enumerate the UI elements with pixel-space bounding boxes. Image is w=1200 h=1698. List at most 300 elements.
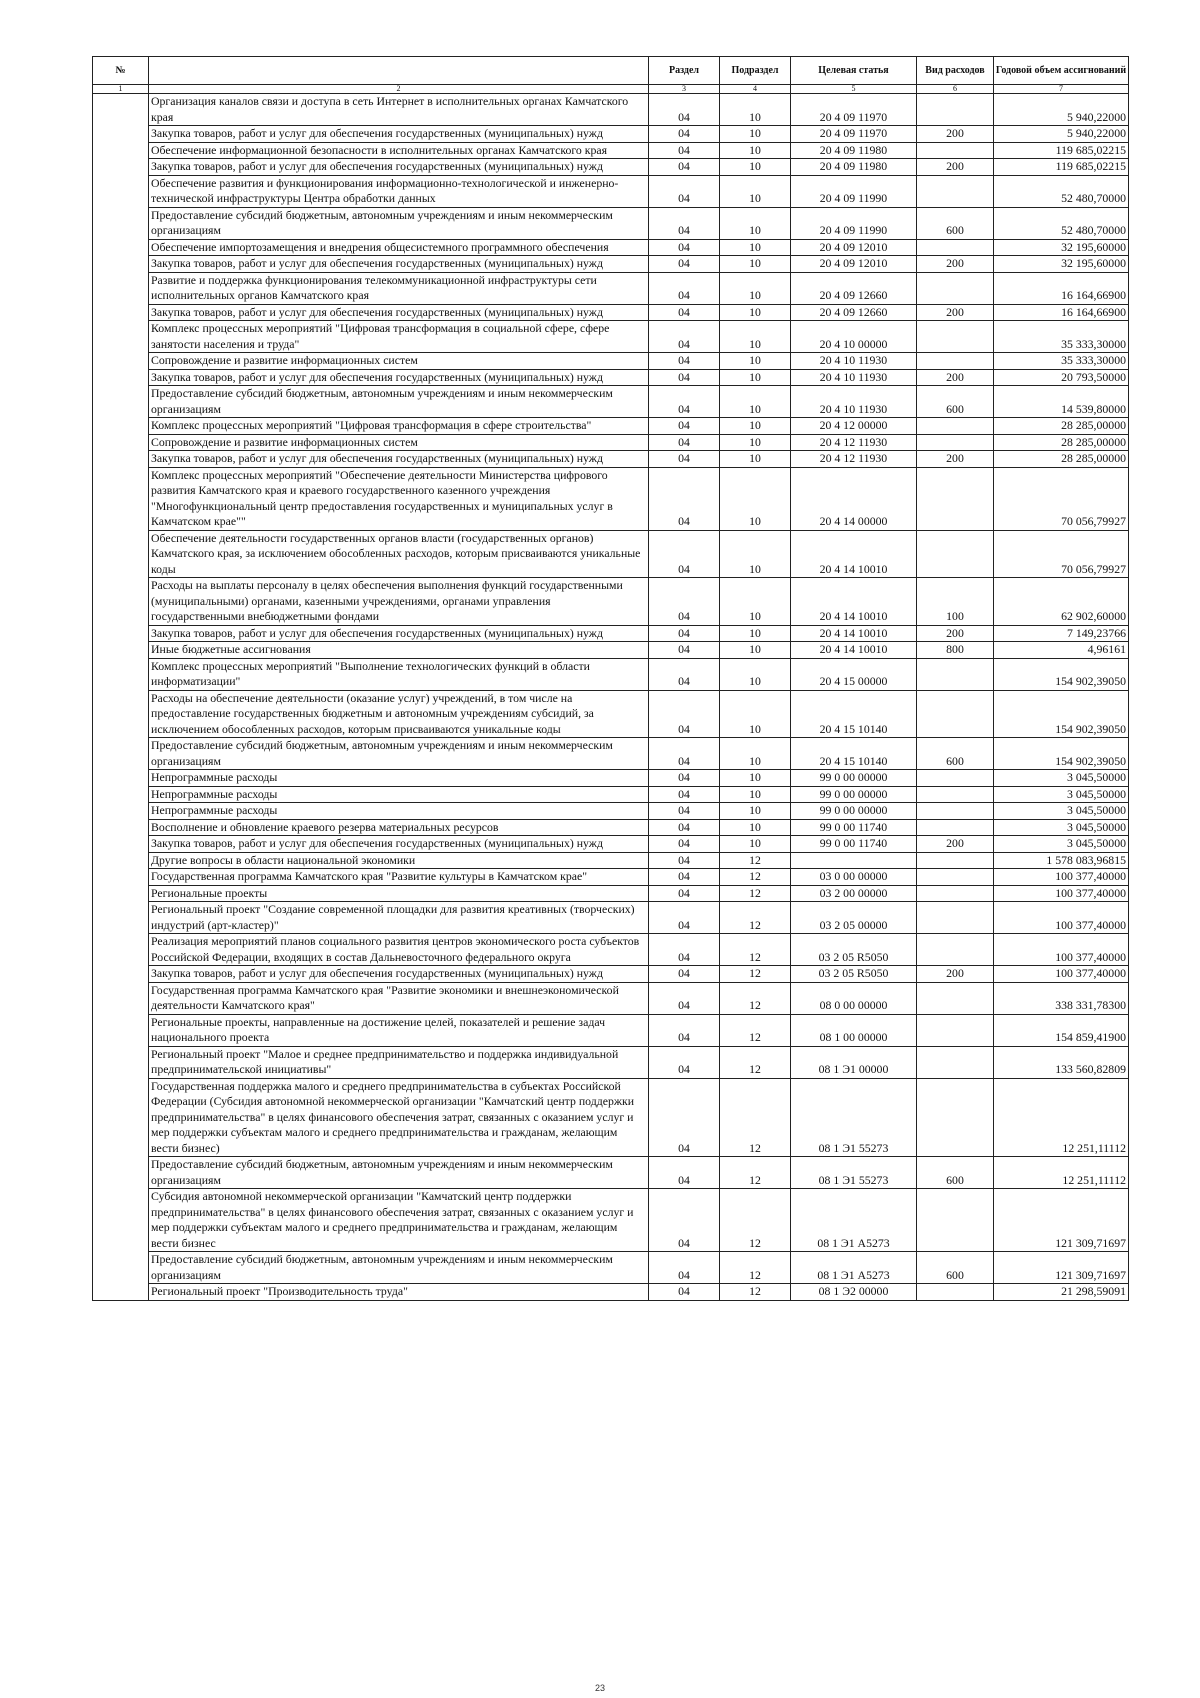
row-name: Восполнение и обновление краевого резерва материальных ресурсов	[149, 819, 649, 836]
row-razdel: 04	[649, 369, 720, 386]
row-statya: 08 1 Э1 00000	[791, 1046, 917, 1078]
table-row	[93, 142, 1129, 159]
row-amount: 20 793,50000	[994, 369, 1129, 386]
row-statya: 20 4 12 11930	[791, 434, 917, 451]
table-row	[93, 625, 1129, 642]
header-razdel: Раздел	[649, 57, 720, 85]
row-podrazdel: 12	[720, 1284, 791, 1301]
row-number-cell	[93, 1046, 149, 1078]
row-vid: 600	[917, 207, 994, 239]
row-amount: 16 164,66900	[994, 304, 1129, 321]
row-amount: 154 902,39050	[994, 690, 1129, 738]
row-vid	[917, 94, 994, 126]
row-vid: 200	[917, 836, 994, 853]
table-row	[93, 386, 1129, 418]
table-row	[93, 321, 1129, 353]
row-amount: 70 056,79927	[994, 530, 1129, 578]
row-name: Региональные проекты, направленные на достижение целей, показателей и решение задач национального проекта	[149, 1014, 649, 1046]
table-row	[93, 175, 1129, 207]
row-statya: 08 1 Э1 55273	[791, 1078, 917, 1157]
row-podrazdel: 10	[720, 369, 791, 386]
row-statya: 20 4 15 10140	[791, 738, 917, 770]
row-number-cell	[93, 786, 149, 803]
row-vid	[917, 869, 994, 886]
table-row	[93, 770, 1129, 787]
table-row	[93, 1014, 1129, 1046]
row-statya: 20 4 09 11980	[791, 142, 917, 159]
row-razdel: 04	[649, 467, 720, 530]
row-vid	[917, 175, 994, 207]
row-statya: 08 1 Э1 А5273	[791, 1189, 917, 1252]
table-row	[93, 434, 1129, 451]
header-row	[93, 57, 1129, 85]
row-amount: 4,96161	[994, 642, 1129, 659]
row-podrazdel: 10	[720, 786, 791, 803]
row-razdel: 04	[649, 1014, 720, 1046]
row-amount: 3 045,50000	[994, 770, 1129, 787]
row-razdel: 04	[649, 1252, 720, 1284]
row-vid	[917, 239, 994, 256]
row-razdel: 04	[649, 803, 720, 820]
row-razdel: 04	[649, 256, 720, 273]
row-podrazdel: 10	[720, 530, 791, 578]
row-vid: 200	[917, 369, 994, 386]
row-amount: 338 331,78300	[994, 982, 1129, 1014]
row-name: Предоставление субсидий бюджетным, автономным учреждениям и иным некоммерческим организациям	[149, 1157, 649, 1189]
row-amount: 52 480,70000	[994, 175, 1129, 207]
row-name: Предоставление субсидий бюджетным, автономным учреждениям и иным некоммерческим организациям	[149, 207, 649, 239]
row-number-cell	[93, 175, 149, 207]
row-vid	[917, 982, 994, 1014]
row-name: Обеспечение импортозамещения и внедрения общесистемного программного обеспечения	[149, 239, 649, 256]
row-number-cell	[93, 467, 149, 530]
row-statya: 20 4 15 00000	[791, 658, 917, 690]
table-row	[93, 966, 1129, 983]
row-number-cell	[93, 94, 149, 126]
row-statya: 20 4 09 11970	[791, 94, 917, 126]
row-podrazdel: 10	[720, 321, 791, 353]
row-number-cell	[93, 1078, 149, 1157]
row-statya: 99 0 00 00000	[791, 770, 917, 787]
row-statya: 20 4 14 10010	[791, 625, 917, 642]
row-number-cell	[93, 1284, 149, 1301]
row-vid: 600	[917, 1252, 994, 1284]
table-row	[93, 1252, 1129, 1284]
row-podrazdel: 12	[720, 934, 791, 966]
row-amount: 1 578 083,96815	[994, 852, 1129, 869]
table-row	[93, 353, 1129, 370]
row-number-cell	[93, 578, 149, 626]
row-podrazdel: 10	[720, 418, 791, 435]
row-amount: 154 902,39050	[994, 658, 1129, 690]
table-row	[93, 207, 1129, 239]
row-statya: 20 4 09 12660	[791, 304, 917, 321]
row-statya: 08 1 Э1 55273	[791, 1157, 917, 1189]
row-statya: 03 2 05 00000	[791, 902, 917, 934]
row-podrazdel: 12	[720, 1252, 791, 1284]
row-statya: 20 4 12 11930	[791, 451, 917, 468]
row-amount: 12 251,11112	[994, 1157, 1129, 1189]
row-statya: 99 0 00 11740	[791, 819, 917, 836]
row-statya: 03 2 00 00000	[791, 885, 917, 902]
table-row	[93, 803, 1129, 820]
row-number-cell	[93, 902, 149, 934]
row-statya: 99 0 00 00000	[791, 803, 917, 820]
row-amount: 12 251,11112	[994, 1078, 1129, 1157]
row-statya: 20 4 10 00000	[791, 321, 917, 353]
row-statya: 20 4 12 00000	[791, 418, 917, 435]
table-row	[93, 304, 1129, 321]
row-name: Государственная программа Камчатского края "Развитие экономики и внешнеэкономической деятельности Камчатского края"	[149, 982, 649, 1014]
table-row	[93, 418, 1129, 435]
row-amount: 28 285,00000	[994, 451, 1129, 468]
row-statya: 20 4 09 11980	[791, 159, 917, 176]
row-statya: 20 4 15 10140	[791, 690, 917, 738]
row-name: Государственная программа Камчатского края "Развитие культуры в Камчатском крае"	[149, 869, 649, 886]
row-amount: 32 195,60000	[994, 239, 1129, 256]
header-vid: Вид расходов	[917, 57, 994, 85]
page-number: 23	[594, 1683, 605, 1693]
row-razdel: 04	[649, 966, 720, 983]
row-razdel: 04	[649, 1284, 720, 1301]
row-name: Непрограммные расходы	[149, 803, 649, 820]
row-vid: 200	[917, 256, 994, 273]
row-vid	[917, 852, 994, 869]
table-row	[93, 1078, 1129, 1157]
row-vid	[917, 434, 994, 451]
row-amount: 154 902,39050	[994, 738, 1129, 770]
row-name: Сопровождение и развитие информационных систем	[149, 434, 649, 451]
row-podrazdel: 10	[720, 175, 791, 207]
row-name: Закупка товаров, работ и услуг для обеспечения государственных (муниципальных) нужд	[149, 126, 649, 143]
row-number-cell	[93, 418, 149, 435]
row-podrazdel: 12	[720, 869, 791, 886]
row-vid	[917, 786, 994, 803]
row-razdel: 04	[649, 690, 720, 738]
row-amount: 35 333,30000	[994, 321, 1129, 353]
row-amount: 133 560,82809	[994, 1046, 1129, 1078]
header-podrazdel: Подраздел	[720, 57, 791, 85]
row-number-cell	[93, 321, 149, 353]
row-number-cell	[93, 869, 149, 886]
row-vid	[917, 353, 994, 370]
row-statya: 20 4 10 11930	[791, 369, 917, 386]
column-number-row	[93, 85, 1129, 94]
row-statya: 08 1 00 00000	[791, 1014, 917, 1046]
row-podrazdel: 10	[720, 256, 791, 273]
row-name: Комплекс процессных мероприятий "Обеспечение деятельности Министерства цифрового развития Камчатского края и краевого государственного казенного учреждения "Многофункциональный центр предоставления государственных и муниципальных услуг в Камчатском крае""	[149, 467, 649, 530]
row-vid	[917, 934, 994, 966]
row-razdel: 04	[649, 126, 720, 143]
row-podrazdel: 10	[720, 451, 791, 468]
row-amount: 119 685,02215	[994, 142, 1129, 159]
row-vid	[917, 530, 994, 578]
row-name: Непрограммные расходы	[149, 786, 649, 803]
row-podrazdel: 10	[720, 94, 791, 126]
row-podrazdel: 10	[720, 642, 791, 659]
table-row	[93, 256, 1129, 273]
row-razdel: 04	[649, 1046, 720, 1078]
row-amount: 154 859,41900	[994, 1014, 1129, 1046]
row-amount: 121 309,71697	[994, 1189, 1129, 1252]
table-row	[93, 819, 1129, 836]
row-amount: 21 298,59091	[994, 1284, 1129, 1301]
row-razdel: 04	[649, 434, 720, 451]
row-vid	[917, 272, 994, 304]
row-amount: 100 377,40000	[994, 902, 1129, 934]
row-name: Непрограммные расходы	[149, 770, 649, 787]
row-statya: 08 0 00 00000	[791, 982, 917, 1014]
row-statya: 20 4 09 12010	[791, 239, 917, 256]
row-podrazdel: 12	[720, 1157, 791, 1189]
row-razdel: 04	[649, 207, 720, 239]
row-razdel: 04	[649, 272, 720, 304]
row-number-cell	[93, 159, 149, 176]
row-razdel: 04	[649, 94, 720, 126]
table-row	[93, 239, 1129, 256]
row-number-cell	[93, 625, 149, 642]
row-vid	[917, 902, 994, 934]
row-podrazdel: 10	[720, 272, 791, 304]
row-podrazdel: 12	[720, 1078, 791, 1157]
row-statya: 03 0 00 00000	[791, 869, 917, 886]
row-name: Развитие и поддержка функционирования телекоммуникационной инфраструктуры сети исполнительных органов Камчатского края	[149, 272, 649, 304]
row-name: Региональный проект "Малое и среднее предпринимательство и поддержка индивидуальной предпринимательской инициативы"	[149, 1046, 649, 1078]
table-row	[93, 1157, 1129, 1189]
row-statya	[791, 852, 917, 869]
row-statya: 99 0 00 00000	[791, 786, 917, 803]
row-number-cell	[93, 836, 149, 853]
row-podrazdel: 10	[720, 690, 791, 738]
table-row	[93, 934, 1129, 966]
row-amount: 14 539,80000	[994, 386, 1129, 418]
row-razdel: 04	[649, 934, 720, 966]
row-statya: 08 1 Э2 00000	[791, 1284, 917, 1301]
row-amount: 35 333,30000	[994, 353, 1129, 370]
row-number-cell	[93, 272, 149, 304]
row-razdel: 04	[649, 819, 720, 836]
row-vid	[917, 1284, 994, 1301]
row-name: Закупка товаров, работ и услуг для обеспечения государственных (муниципальных) нужд	[149, 625, 649, 642]
header-number: №	[93, 57, 149, 85]
row-number-cell	[93, 885, 149, 902]
row-statya: 03 2 05 R5050	[791, 934, 917, 966]
table-row	[93, 902, 1129, 934]
table-row	[93, 126, 1129, 143]
row-number-cell	[93, 1189, 149, 1252]
row-number-cell	[93, 142, 149, 159]
row-name: Другие вопросы в области национальной экономики	[149, 852, 649, 869]
row-amount: 5 940,22000	[994, 94, 1129, 126]
row-razdel: 04	[649, 642, 720, 659]
row-podrazdel: 10	[720, 467, 791, 530]
row-number-cell	[93, 982, 149, 1014]
table-row	[93, 885, 1129, 902]
row-statya: 20 4 10 11930	[791, 386, 917, 418]
row-razdel: 04	[649, 658, 720, 690]
row-number-cell	[93, 770, 149, 787]
row-name: Предоставление субсидий бюджетным, автономным учреждениям и иным некоммерческим организациям	[149, 738, 649, 770]
row-number-cell	[93, 451, 149, 468]
row-vid: 600	[917, 738, 994, 770]
table-row	[93, 836, 1129, 853]
table-row	[93, 869, 1129, 886]
row-amount: 100 377,40000	[994, 966, 1129, 983]
row-vid	[917, 885, 994, 902]
row-vid	[917, 770, 994, 787]
row-amount: 3 045,50000	[994, 836, 1129, 853]
row-amount: 28 285,00000	[994, 418, 1129, 435]
row-razdel: 04	[649, 239, 720, 256]
row-statya: 20 4 09 11990	[791, 175, 917, 207]
row-name: Закупка товаров, работ и услуг для обеспечения государственных (муниципальных) нужд	[149, 369, 649, 386]
row-statya: 20 4 14 00000	[791, 467, 917, 530]
row-podrazdel: 10	[720, 803, 791, 820]
row-name: Закупка товаров, работ и услуг для обеспечения государственных (муниципальных) нужд	[149, 451, 649, 468]
row-name: Реализация мероприятий планов социального развития центров экономического роста субъектов Российской Федерации, входящих в состав Дальневосточного федерального округа	[149, 934, 649, 966]
row-amount: 62 902,60000	[994, 578, 1129, 626]
row-number-cell	[93, 642, 149, 659]
row-name: Региональный проект "Создание современной площадки для развития креативных (творческих) индустрий (арт-кластер)"	[149, 902, 649, 934]
row-name: Обеспечение развития и функционирования информационно-технологической и инженерно-технической инфраструктуры Центра обработки данных	[149, 175, 649, 207]
row-statya: 20 4 14 10010	[791, 530, 917, 578]
row-podrazdel: 12	[720, 902, 791, 934]
row-number-cell	[93, 239, 149, 256]
row-podrazdel: 10	[720, 836, 791, 853]
row-razdel: 04	[649, 836, 720, 853]
row-podrazdel: 12	[720, 885, 791, 902]
row-number-cell	[93, 658, 149, 690]
row-amount: 5 940,22000	[994, 126, 1129, 143]
table-row	[93, 451, 1129, 468]
row-vid	[917, 321, 994, 353]
row-number-cell	[93, 852, 149, 869]
row-razdel: 04	[649, 418, 720, 435]
row-podrazdel: 10	[720, 658, 791, 690]
col-number-4: 4	[720, 85, 791, 94]
row-vid: 600	[917, 386, 994, 418]
row-vid: 200	[917, 159, 994, 176]
row-statya: 20 4 09 11970	[791, 126, 917, 143]
header-statya: Целевая статья	[791, 57, 917, 85]
row-podrazdel: 10	[720, 738, 791, 770]
row-name: Расходы на выплаты персоналу в целях обеспечения выполнения функций государственными (муниципальными) органами, казенными учреждениями, органами управления государственными внебюджетными фондами	[149, 578, 649, 626]
row-amount: 100 377,40000	[994, 934, 1129, 966]
row-razdel: 04	[649, 578, 720, 626]
row-number-cell	[93, 934, 149, 966]
table-row	[93, 1284, 1129, 1301]
row-number-cell	[93, 966, 149, 983]
row-number-cell	[93, 1157, 149, 1189]
row-statya: 20 4 09 12010	[791, 256, 917, 273]
row-razdel: 04	[649, 353, 720, 370]
col-number-1: 1	[93, 85, 149, 94]
table-body	[93, 94, 1129, 1301]
row-amount: 70 056,79927	[994, 467, 1129, 530]
row-amount: 7 149,23766	[994, 625, 1129, 642]
col-number-2: 2	[149, 85, 649, 94]
row-podrazdel: 10	[720, 126, 791, 143]
table-row	[93, 272, 1129, 304]
row-name: Государственная поддержка малого и среднего предпринимательства в субъектах Российской Федерации (Субсидия автономной некоммерческой организации "Камчатский центр поддержки предпринимательства" в целях финансового обеспечения затрат, связанных с оказанием услуг и мер поддержки субъектам малого и среднего предпринимательства и гражданам, желающим вести бизнес)	[149, 1078, 649, 1157]
row-podrazdel: 10	[720, 386, 791, 418]
row-vid: 200	[917, 451, 994, 468]
row-name: Расходы на обеспечение деятельности (оказание услуг) учреждений, в том числе на предоставление государственных бюджетным и автономным учреждениям субсидий, за исключением обособленных расходов, которым присваиваются уникальные коды	[149, 690, 649, 738]
table-row	[93, 852, 1129, 869]
row-number-cell	[93, 386, 149, 418]
row-vid	[917, 1046, 994, 1078]
row-amount: 3 045,50000	[994, 786, 1129, 803]
header-amount: Годовой объем ассигнований	[994, 57, 1129, 85]
row-podrazdel: 12	[720, 966, 791, 983]
row-amount: 16 164,66900	[994, 272, 1129, 304]
col-number-7: 7	[994, 85, 1129, 94]
row-number-cell	[93, 304, 149, 321]
row-vid	[917, 819, 994, 836]
row-razdel: 04	[649, 786, 720, 803]
row-statya: 99 0 00 11740	[791, 836, 917, 853]
row-razdel: 04	[649, 625, 720, 642]
row-razdel: 04	[649, 770, 720, 787]
row-name: Закупка товаров, работ и услуг для обеспечения государственных (муниципальных) нужд	[149, 159, 649, 176]
row-amount: 100 377,40000	[994, 869, 1129, 886]
row-statya: 20 4 09 11990	[791, 207, 917, 239]
row-name: Сопровождение и развитие информационных систем	[149, 353, 649, 370]
table-row	[93, 1046, 1129, 1078]
row-amount: 119 685,02215	[994, 159, 1129, 176]
row-razdel: 04	[649, 738, 720, 770]
row-vid	[917, 142, 994, 159]
row-vid: 100	[917, 578, 994, 626]
row-podrazdel: 10	[720, 207, 791, 239]
row-vid: 800	[917, 642, 994, 659]
row-statya: 20 4 14 10010	[791, 578, 917, 626]
row-vid	[917, 418, 994, 435]
row-razdel: 04	[649, 982, 720, 1014]
row-razdel: 04	[649, 321, 720, 353]
row-razdel: 04	[649, 1078, 720, 1157]
row-number-cell	[93, 126, 149, 143]
row-statya: 20 4 09 12660	[791, 272, 917, 304]
row-razdel: 04	[649, 1157, 720, 1189]
row-podrazdel: 10	[720, 239, 791, 256]
table-row	[93, 530, 1129, 578]
row-name: Обеспечение информационной безопасности в исполнительных органах Камчатского края	[149, 142, 649, 159]
table-row	[93, 1189, 1129, 1252]
row-number-cell	[93, 1252, 149, 1284]
row-amount: 52 480,70000	[994, 207, 1129, 239]
row-podrazdel: 10	[720, 434, 791, 451]
row-podrazdel: 10	[720, 625, 791, 642]
row-vid	[917, 1189, 994, 1252]
row-vid: 600	[917, 1157, 994, 1189]
table-row	[93, 982, 1129, 1014]
row-amount: 3 045,50000	[994, 819, 1129, 836]
row-razdel: 04	[649, 530, 720, 578]
table-row	[93, 578, 1129, 626]
table-row	[93, 690, 1129, 738]
table-row	[93, 658, 1129, 690]
row-name: Обеспечение деятельности государственных органов власти (государственных органов) Камчатского края, за исключением обособленных расходов, которым присваиваются уникальные коды	[149, 530, 649, 578]
table-row	[93, 159, 1129, 176]
table-row	[93, 642, 1129, 659]
row-number-cell	[93, 530, 149, 578]
row-podrazdel: 10	[720, 770, 791, 787]
row-amount: 32 195,60000	[994, 256, 1129, 273]
row-podrazdel: 12	[720, 852, 791, 869]
row-statya: 20 4 10 11930	[791, 353, 917, 370]
row-razdel: 04	[649, 304, 720, 321]
